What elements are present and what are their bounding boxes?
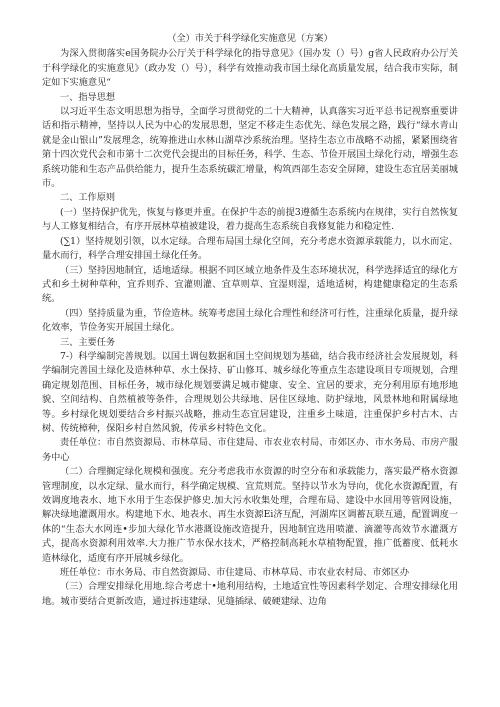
section-heading-work-principles: 二、工作原则 xyxy=(60,192,116,204)
task-1-paragraph: 7-）科学编制完善规划。以国土调包数据和国土空间规划为基础，结合我市经济社会发展规划，科学编制完善国土绿化及造林种草、水土保持、矿山修耳、城乡绿化等重点生态建设项目专项规划，合理确定规划范围、目标任务，城市绿化规划要满足城市健康、安全、宜居的要求，充分利用原有地形地貌、空间结构、自然植被等条件，合理规划公共绿地、居住区绿地、防护绿地，风景林地和附属绿地等。乡村绿化规划要结合乡村振兴战略，推动生态宜居建设，注重乡土味道，注重保护乡村古木、古树、传统樟种，保阳乡村自然风貌，传承乡村特色文化。 xyxy=(42,350,458,434)
section-heading-guiding-ideology: 一、指导思想 xyxy=(60,91,116,103)
document-title: （全）市关于科学绿化实施意见（方案） xyxy=(167,33,333,44)
intro-paragraph: 为深入贯彻落实e国务院办公厅关于科学绿化的指导意见》（国办发（）号）g省人民政府办公厅关于科学绿化的实施意见》（政办发（）号），科学有效推动我市国土绿化高质量发展，结合我市实际，制定如下实施意见“ xyxy=(42,48,458,89)
task-2-paragraph: （二）合理搁定绿化规模和强度。充分考虑我市水资源的时空分布和承载能力，落实最严格水资源管理制度，以水定绿、量水而行，科学确定规模、宜荒则荒。坚持以节水为导向，优化水资源配置，有效调度地表水、地下水用于生态保护修史.加大污水收集处理，合理布局、建设中水回用等管网设施，解决绿地灌溉用水。构建地下水、地表水、再生水资源Ei济互配，河湖库区调蓄瓦联互通，配置调度一体的“生态大水网连•步加大绿化节水港溉设施改造提升，因地制宜选用喷灌、滴灌等高效节水灌溉方式，提高水资源利用效率.大力推广节水保水技术，严格控制高耗水草植物配置，推广低蓄度、低耗水造林绿化，适度有序开展城乡绿化。 xyxy=(42,466,458,564)
task-2-responsible-units: 班任单位：市水务局、市自然资源局、市住建局、市林草局、市农业农村局、市郊区办 xyxy=(60,567,410,579)
principle-2-paragraph: (∑1）坚持规划引领，以水定绿。合理布局国土绿化空间，充分考虑水资源承载能力，以水而定、量水而行，科学合理安排国土绿化任务。 xyxy=(42,235,458,262)
task-3-paragraph: （三）合理安排绿化用地.综合考虑十•地利用结构，土地适宜性等因素科学划定、合理安排绿化用地。城市要结合更新改造，通过拆违建绿、见缝插绿、破硬建绿、边角 xyxy=(42,581,458,607)
task-1-responsible-units: 责任单位：市自然资源局、市林草局、市住建局、市农业农村局、市郊区办、市水务局、市房产服务中心 xyxy=(42,437,458,463)
principle-3-paragraph: （三）坚持因地制宜，适地适绿。根据不同区域立地条件及生态环境状况，科学选择适宜的绿化方式和乡土树种草种，宜乔则乔、宜灌则灌、宜草则草、宜湿则湿，适地适树，构建健康稳定的生态系统。 xyxy=(42,264,458,305)
principle-4-paragraph: （四）坚持质量为重，节俭造林。统筹考虑国土绿化合理性和经济可行性，注重绿化质量，提升绿化效率，节俭务实开展国土绿化。 xyxy=(42,307,458,334)
guiding-ideology-paragraph: 以习近平生态文明思想为指导，全面学习贯彻党的二十大精神，认真落实习近平总书记视察重要讲话和指示精神，坚持以人民为中心的发展思想，坚定不移走生态优先、绿色发展之路，践行“绿水青山就是金山银山”发展理念，统筹推进山水林山湖草沙系统治理。坚持生态立市战略不动摇，紧紧围绕省第十四次党代会和市第十二次党代会提出的目标任务，科学、生态、节俭开展国土绿化行动，增强生态系统功能和生态产品供给能力，提升生态系统碳汇增量，构筑西部生态安全屏障，建设生态宜居美丽城市。 xyxy=(42,106,458,190)
section-heading-main-tasks: 三、主要任务 xyxy=(60,336,116,348)
principle-1-paragraph: (一）坚持保护优先，恢复与修更并重。在保护牛态的前提3遵循生态系统内在规律，实行自然恢复与人工修复相结合，有序开展林草植被建设，着力提高生态系统自我修复能力和稳定性. xyxy=(42,206,458,233)
